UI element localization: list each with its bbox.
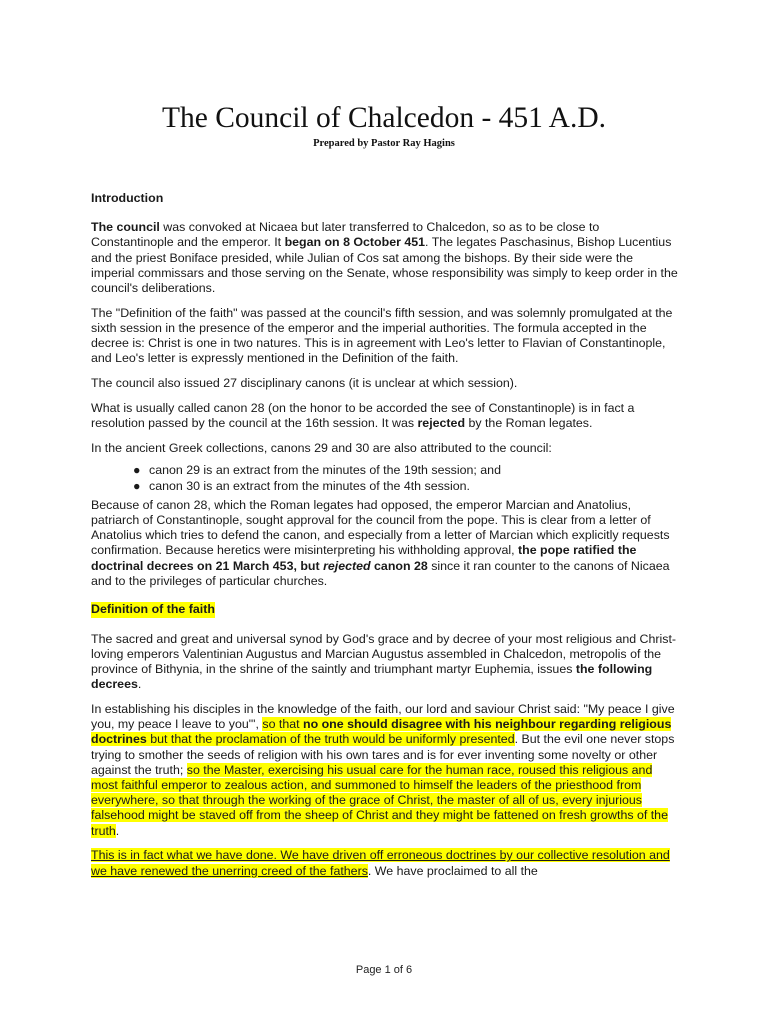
page-number: Page 1 of 6 bbox=[355, 964, 413, 976]
highlighted-underlined-text: This is in fact what we have done. We have driven off erroneous doctrines by our collective resolution and we have renewed the unerring creed of the fathers bbox=[91, 848, 670, 878]
bullet-list bbox=[91, 463, 679, 493]
highlighted-text: but that the proclamation of the truth would be uniformly presented bbox=[146, 732, 515, 747]
paragraph: Because of canon 28, which the Roman legates had opposed, the emperor Marcian and Anatolius, patriarch of Constantinople, sought approval for the council from the pope. This is clear from a letter of Anatolius which tries to defend the canon, and especially from a letter of Marcian which explicitly requests confirmation. Because heretics were misinterpreting his withholding approval, the pope ratified the doctrinal decrees on 21 March 453, but rejected canon 28 since it ran counter to the canons of Nicaea and to the privileges of particular churches. bbox=[91, 497, 670, 588]
paragraph: The "Definition of the faith" was passed at the council's fifth session, and was solemnly promulgated at the sixth session in the presence of the emperor and the imperial authorities. The formula accepted in the decree is: Christ is one in two natures. This is in agreement with Leo's letter to Flavian of Constantinople, and Leo's letter is expressly mentioned in the Definition of the faith. bbox=[91, 305, 673, 366]
bullet-icon: ● bbox=[133, 463, 141, 478]
paragraph: The sacred and great and universal synod by God's grace and by decree of your most religious and Christ-loving emperors Valentinian Augustus and Marcian Augustus assembled in Chalcedon, metropolis of the province of Bithynia, in the shrine of the saintly and triumphant martyr Euphemia, issues the following decrees. bbox=[91, 631, 677, 692]
highlighted-text: so the Master, exercising his usual care for the human race, roused this religious and most faithful emperor to zealous action, and summoned to himself the leaders of the priesthood from everywhere, so that through the working of the grace of Christ, the master of all of us, every injurious falsehood might be staved off from the sheep of Christ and they might be fattened on fresh growths of the truth bbox=[91, 762, 668, 838]
bold-italic-text: rejected bbox=[323, 558, 371, 573]
section-heading-introduction: Introduction bbox=[91, 191, 164, 205]
bold-text: the following decrees bbox=[91, 662, 653, 692]
list-item: ● canon 29 is an extract from the minutes of the 19th session; and bbox=[133, 463, 501, 478]
document-body bbox=[91, 191, 679, 888]
bold-text: The council bbox=[91, 220, 160, 235]
bullet-icon: ● bbox=[133, 478, 141, 493]
document-subtitle: Prepared by Pastor Ray Hagins bbox=[313, 138, 455, 149]
bold-text: began on 8 October 451 bbox=[284, 235, 426, 250]
highlighted-text: so that bbox=[262, 717, 304, 732]
paragraph: This is in fact what we have done. We have driven off erroneous doctrines by our collective resolution and we have renewed the unerring creed of the fathers. We have proclaimed to all the bbox=[91, 848, 670, 878]
highlighted-bold-text: no one should disagree with his neighbour regarding religious doctrines bbox=[91, 717, 672, 747]
paragraph: What is usually called canon 28 (on the honor to be accorded the see of Constantinople) is in fact a resolution passed by the council at the 16th session. It was rejected by the Roman legates. bbox=[91, 400, 635, 430]
paragraph: In establishing his disciples in the knowledge of the faith, our lord and saviour Christ said: "My peace I give you, my peace I leave to you"', so that no one should disagree with his neighbour regarding religious doctrines but that the proclamation of the truth would be uniformly presented. But the evil one never stops trying to smother the seeds of religion with his own tares and is for ever inventing some novelty or other against the truth; so the Master, exercising his usual care for the human race, roused this religious and most faithful emperor to zealous action, and summoned to himself the leaders of the priesthood from everywhere, so that through the working of the grace of Christ, the master of all of us, every injurious falsehood might be staved off from the sheep of Christ and they might be fattened on fresh growths of the truth. bbox=[91, 701, 675, 838]
paragraph: In the ancient Greek collections, canons 29 and 30 are also attributed to the council: bbox=[91, 440, 552, 455]
paragraph: The council also issued 27 disciplinary canons (it is unclear at which session). bbox=[91, 376, 518, 391]
bold-text: the pope ratified the doctrinal decrees on 21 March 453 bbox=[91, 543, 637, 573]
bold-text: rejected bbox=[417, 415, 466, 430]
list-item: ● canon 30 is an extract from the minutes of the 4th session. bbox=[133, 478, 470, 493]
document-title: The Council of Chalcedon - 451 A.D. bbox=[161, 102, 607, 134]
section-heading-definition: Definition of the faith bbox=[91, 602, 215, 617]
paragraph: The council was convoked at Nicaea but later transferred to Chalcedon, so as to be close to Constantinople and the emperor. It began on 8 October 451. The legates Paschasinus, Bishop Lucentius and the priest Boniface presided, while Julian of Cos sat among the bishops. By their side were the imperial commissars and those serving on the Senate, whose responsibility was simply to keep order in the council's deliberations. bbox=[91, 220, 678, 296]
